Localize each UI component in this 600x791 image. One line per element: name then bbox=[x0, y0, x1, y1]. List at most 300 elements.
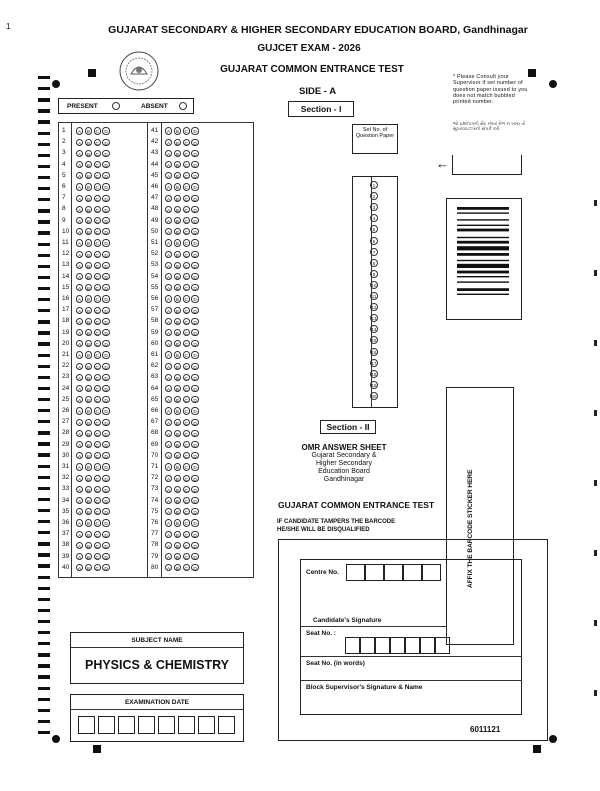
answer-bubble-b[interactable]: B bbox=[174, 452, 181, 459]
set-number-bubble[interactable]: 11 bbox=[371, 294, 377, 299]
answer-bubble-b[interactable]: B bbox=[85, 374, 92, 381]
answer-bubble-b[interactable]: B bbox=[85, 251, 92, 258]
answer-bubble-b[interactable]: B bbox=[174, 150, 181, 157]
answer-bubble-b[interactable]: B bbox=[85, 217, 92, 224]
answer-bubble-b[interactable]: B bbox=[174, 430, 181, 437]
answer-bubble-a[interactable]: A bbox=[76, 385, 83, 392]
answer-bubble-c[interactable]: C bbox=[95, 454, 99, 460]
answer-bubble-c[interactable]: C bbox=[95, 129, 99, 135]
answer-bubble-a[interactable]: A bbox=[165, 307, 172, 314]
answer-bubble-d[interactable]: D bbox=[104, 286, 108, 292]
answer-bubble-b[interactable]: B bbox=[174, 508, 181, 515]
answer-bubble-b[interactable]: B bbox=[174, 374, 181, 381]
answer-bubble-d[interactable]: D bbox=[193, 398, 197, 404]
answer-bubble-c[interactable]: C bbox=[95, 319, 99, 325]
set-number-bubble[interactable]: 14 bbox=[371, 327, 377, 333]
set-number-bubble[interactable]: 19 bbox=[371, 382, 377, 388]
answer-bubble-a[interactable]: A bbox=[76, 139, 83, 146]
answer-bubble-c[interactable]: C bbox=[184, 510, 188, 516]
set-number-bubble[interactable]: 6 bbox=[370, 237, 378, 245]
answer-bubble-a[interactable]: A bbox=[76, 273, 83, 280]
answer-bubble-d[interactable]: D bbox=[193, 140, 197, 146]
answer-bubble-c[interactable]: C bbox=[184, 330, 188, 336]
answer-bubble-a[interactable]: A bbox=[76, 228, 83, 235]
exam-date-cell[interactable] bbox=[118, 716, 135, 734]
answer-bubble-d[interactable]: D bbox=[193, 454, 197, 460]
answer-bubble-a[interactable]: A bbox=[165, 318, 172, 325]
answer-bubble-a[interactable]: A bbox=[165, 553, 172, 560]
answer-bubble-a[interactable]: A bbox=[165, 150, 172, 157]
answer-bubble-b[interactable]: B bbox=[174, 295, 181, 302]
answer-bubble-d[interactable]: D bbox=[104, 454, 108, 460]
answer-bubble-d[interactable]: D bbox=[104, 174, 108, 180]
answer-bubble-d[interactable]: D bbox=[193, 342, 197, 348]
answer-bubble-a[interactable]: A bbox=[76, 284, 83, 291]
answer-bubble-c[interactable]: C bbox=[95, 532, 99, 538]
set-number-bubble[interactable]: 15 bbox=[371, 338, 377, 344]
answer-bubble-c[interactable]: C bbox=[95, 487, 99, 493]
answer-bubble-d[interactable]: D bbox=[193, 409, 197, 415]
answer-bubble-b[interactable]: B bbox=[85, 407, 92, 414]
answer-bubble-b[interactable]: B bbox=[174, 531, 181, 538]
answer-bubble-d[interactable]: D bbox=[104, 487, 108, 493]
answer-bubble-a[interactable]: A bbox=[76, 262, 83, 269]
answer-bubble-d[interactable]: D bbox=[193, 510, 197, 516]
answer-bubble-c[interactable]: C bbox=[95, 185, 99, 191]
answer-bubble-b[interactable]: B bbox=[174, 139, 181, 146]
answer-bubble-c[interactable]: C bbox=[184, 476, 188, 482]
answer-bubble-d[interactable]: D bbox=[193, 252, 197, 258]
answer-bubble-d[interactable]: D bbox=[104, 230, 108, 236]
set-number-bubble[interactable]: 12 bbox=[371, 305, 377, 311]
seat-no-cell[interactable] bbox=[390, 637, 405, 654]
answer-bubble-d[interactable]: D bbox=[193, 185, 197, 191]
answer-bubble-b[interactable]: B bbox=[174, 228, 181, 235]
answer-bubble-a[interactable]: A bbox=[76, 206, 83, 213]
answer-bubble-b[interactable]: B bbox=[85, 553, 92, 560]
answer-bubble-a[interactable]: A bbox=[165, 251, 172, 258]
answer-bubble-b[interactable]: B bbox=[85, 172, 92, 179]
answer-bubble-a[interactable]: A bbox=[165, 497, 172, 504]
centre-no-cell[interactable] bbox=[384, 564, 403, 581]
answer-bubble-a[interactable]: A bbox=[76, 307, 83, 314]
answer-bubble-a[interactable]: A bbox=[165, 217, 172, 224]
answer-bubble-b[interactable]: B bbox=[85, 542, 92, 549]
set-number-bubble[interactable]: 5 bbox=[370, 225, 378, 233]
answer-bubble-b[interactable]: B bbox=[85, 239, 92, 246]
answer-bubble-d[interactable]: D bbox=[104, 297, 108, 303]
answer-bubble-c[interactable]: C bbox=[184, 386, 188, 392]
answer-bubble-d[interactable]: D bbox=[193, 364, 197, 370]
answer-bubble-d[interactable]: D bbox=[193, 241, 197, 247]
answer-bubble-d[interactable]: D bbox=[193, 129, 197, 135]
answer-bubble-b[interactable]: B bbox=[174, 419, 181, 426]
answer-bubble-b[interactable]: B bbox=[85, 463, 92, 470]
answer-bubble-d[interactable]: D bbox=[104, 218, 108, 224]
answer-bubble-b[interactable]: B bbox=[174, 542, 181, 549]
answer-bubble-d[interactable]: D bbox=[104, 140, 108, 146]
seat-no-cell[interactable] bbox=[435, 637, 450, 654]
answer-bubble-b[interactable]: B bbox=[85, 307, 92, 314]
answer-bubble-a[interactable]: A bbox=[76, 497, 83, 504]
answer-bubble-b[interactable]: B bbox=[85, 475, 92, 482]
answer-bubble-c[interactable]: C bbox=[184, 218, 188, 224]
answer-bubble-c[interactable]: C bbox=[184, 420, 188, 426]
answer-bubble-c[interactable]: C bbox=[95, 174, 99, 180]
answer-bubble-c[interactable]: C bbox=[95, 207, 99, 213]
answer-bubble-c[interactable]: C bbox=[184, 308, 188, 314]
exam-date-cell[interactable] bbox=[78, 716, 95, 734]
answer-bubble-d[interactable]: D bbox=[193, 230, 197, 236]
answer-bubble-c[interactable]: C bbox=[95, 241, 99, 247]
answer-bubble-a[interactable]: A bbox=[165, 475, 172, 482]
answer-bubble-c[interactable]: C bbox=[95, 140, 99, 146]
answer-bubble-c[interactable]: C bbox=[95, 420, 99, 426]
answer-bubble-a[interactable]: A bbox=[165, 363, 172, 370]
centre-no-cell[interactable] bbox=[422, 564, 441, 581]
answer-bubble-c[interactable]: C bbox=[184, 162, 188, 168]
answer-bubble-d[interactable]: D bbox=[104, 375, 108, 381]
answer-bubble-c[interactable]: C bbox=[184, 185, 188, 191]
present-bubble[interactable] bbox=[112, 102, 120, 110]
answer-bubble-c[interactable]: C bbox=[184, 532, 188, 538]
answer-bubble-a[interactable]: A bbox=[76, 531, 83, 538]
answer-bubble-d[interactable]: D bbox=[104, 162, 108, 168]
answer-bubble-b[interactable]: B bbox=[174, 172, 181, 179]
answer-bubble-b[interactable]: B bbox=[85, 396, 92, 403]
seat-no-cell[interactable] bbox=[345, 637, 360, 654]
answer-bubble-c[interactable]: C bbox=[95, 353, 99, 359]
answer-bubble-b[interactable]: B bbox=[174, 486, 181, 493]
answer-bubble-b[interactable]: B bbox=[174, 127, 181, 134]
centre-no-cell[interactable] bbox=[365, 564, 384, 581]
answer-bubble-b[interactable]: B bbox=[85, 508, 92, 515]
answer-bubble-c[interactable]: C bbox=[184, 274, 188, 280]
answer-bubble-d[interactable]: D bbox=[104, 442, 108, 448]
answer-bubble-a[interactable]: A bbox=[76, 374, 83, 381]
answer-bubble-a[interactable]: A bbox=[165, 407, 172, 414]
answer-bubble-c[interactable]: C bbox=[184, 140, 188, 146]
answer-bubble-b[interactable]: B bbox=[174, 284, 181, 291]
answer-bubble-b[interactable]: B bbox=[174, 553, 181, 560]
answer-bubble-a[interactable]: A bbox=[76, 318, 83, 325]
answer-bubble-a[interactable]: A bbox=[165, 262, 172, 269]
answer-bubble-b[interactable]: B bbox=[174, 206, 181, 213]
answer-bubble-b[interactable]: B bbox=[85, 340, 92, 347]
answer-bubble-d[interactable]: D bbox=[193, 465, 197, 471]
answer-bubble-d[interactable]: D bbox=[104, 521, 108, 527]
answer-bubble-d[interactable]: D bbox=[104, 330, 108, 336]
answer-bubble-c[interactable]: C bbox=[95, 431, 99, 437]
answer-bubble-c[interactable]: C bbox=[184, 521, 188, 527]
answer-bubble-d[interactable]: D bbox=[193, 174, 197, 180]
answer-bubble-d[interactable]: D bbox=[193, 207, 197, 213]
answer-bubble-b[interactable]: B bbox=[174, 217, 181, 224]
answer-bubble-b[interactable]: B bbox=[174, 273, 181, 280]
answer-bubble-b[interactable]: B bbox=[174, 497, 181, 504]
answer-bubble-b[interactable]: B bbox=[174, 318, 181, 325]
answer-bubble-b[interactable]: B bbox=[174, 307, 181, 314]
answer-bubble-d[interactable]: D bbox=[193, 476, 197, 482]
answer-bubble-c[interactable]: C bbox=[184, 554, 188, 560]
answer-bubble-b[interactable]: B bbox=[85, 497, 92, 504]
answer-bubble-c[interactable]: C bbox=[95, 386, 99, 392]
answer-bubble-d[interactable]: D bbox=[193, 498, 197, 504]
answer-bubble-a[interactable]: A bbox=[165, 284, 172, 291]
answer-bubble-c[interactable]: C bbox=[95, 442, 99, 448]
answer-bubble-d[interactable]: D bbox=[193, 330, 197, 336]
answer-bubble-c[interactable]: C bbox=[184, 409, 188, 415]
set-number-bubble[interactable]: 17 bbox=[371, 360, 377, 366]
answer-bubble-b[interactable]: B bbox=[85, 206, 92, 213]
answer-bubble-a[interactable]: A bbox=[76, 553, 83, 560]
set-number-bubble[interactable]: 2 bbox=[370, 192, 378, 200]
answer-bubble-b[interactable]: B bbox=[174, 396, 181, 403]
answer-bubble-a[interactable]: A bbox=[165, 452, 172, 459]
answer-bubble-c[interactable]: C bbox=[95, 286, 99, 292]
answer-bubble-d[interactable]: D bbox=[104, 308, 108, 314]
answer-bubble-a[interactable]: A bbox=[76, 340, 83, 347]
set-number-entry-box[interactable] bbox=[452, 155, 522, 175]
answer-bubble-b[interactable]: B bbox=[85, 531, 92, 538]
answer-bubble-c[interactable]: C bbox=[95, 398, 99, 404]
answer-bubble-d[interactable]: D bbox=[104, 498, 108, 504]
exam-date-cell[interactable] bbox=[158, 716, 175, 734]
answer-bubble-b[interactable]: B bbox=[174, 363, 181, 370]
set-number-bubble[interactable]: 18 bbox=[371, 371, 377, 377]
set-number-bubble[interactable]: 16 bbox=[371, 349, 377, 355]
answer-bubble-d[interactable]: D bbox=[193, 263, 197, 269]
answer-bubble-b[interactable]: B bbox=[85, 228, 92, 235]
answer-bubble-d[interactable]: D bbox=[104, 566, 108, 572]
answer-bubble-c[interactable]: C bbox=[95, 498, 99, 504]
answer-bubble-c[interactable]: C bbox=[184, 498, 188, 504]
answer-bubble-d[interactable]: D bbox=[104, 420, 108, 426]
answer-bubble-d[interactable]: D bbox=[104, 342, 108, 348]
answer-bubble-d[interactable]: D bbox=[104, 554, 108, 560]
answer-bubble-c[interactable]: C bbox=[184, 398, 188, 404]
answer-bubble-c[interactable]: C bbox=[184, 319, 188, 325]
answer-bubble-a[interactable]: A bbox=[165, 161, 172, 168]
answer-bubble-c[interactable]: C bbox=[95, 196, 99, 202]
answer-bubble-a[interactable]: A bbox=[76, 475, 83, 482]
answer-bubble-d[interactable]: D bbox=[104, 543, 108, 549]
answer-bubble-a[interactable]: A bbox=[76, 217, 83, 224]
answer-bubble-a[interactable]: A bbox=[76, 519, 83, 526]
answer-bubble-a[interactable]: A bbox=[76, 363, 83, 370]
answer-bubble-b[interactable]: B bbox=[85, 273, 92, 280]
answer-bubble-d[interactable]: D bbox=[104, 353, 108, 359]
set-number-bubble[interactable]: 3 bbox=[370, 203, 378, 211]
answer-bubble-d[interactable]: D bbox=[193, 162, 197, 168]
answer-bubble-a[interactable]: A bbox=[165, 564, 172, 571]
set-number-bubble[interactable]: 20 bbox=[371, 393, 377, 399]
answer-bubble-a[interactable]: A bbox=[76, 183, 83, 190]
answer-bubble-b[interactable]: B bbox=[85, 183, 92, 190]
centre-no-cell[interactable] bbox=[346, 564, 365, 581]
answer-bubble-d[interactable]: D bbox=[193, 274, 197, 280]
answer-bubble-a[interactable]: A bbox=[76, 407, 83, 414]
answer-bubble-d[interactable]: D bbox=[193, 297, 197, 303]
answer-bubble-d[interactable]: D bbox=[104, 274, 108, 280]
answer-bubble-a[interactable]: A bbox=[165, 351, 172, 358]
answer-bubble-c[interactable]: C bbox=[184, 342, 188, 348]
answer-bubble-d[interactable]: D bbox=[193, 543, 197, 549]
answer-bubble-d[interactable]: D bbox=[104, 252, 108, 258]
seat-no-cell[interactable] bbox=[420, 637, 435, 654]
answer-bubble-c[interactable]: C bbox=[184, 196, 188, 202]
set-number-bubble[interactable]: 9 bbox=[370, 270, 378, 278]
answer-bubble-a[interactable]: A bbox=[165, 340, 172, 347]
seat-no-cell[interactable] bbox=[360, 637, 375, 654]
answer-bubble-b[interactable]: B bbox=[85, 139, 92, 146]
answer-bubble-c[interactable]: C bbox=[184, 129, 188, 135]
answer-bubble-c[interactable]: C bbox=[184, 241, 188, 247]
answer-bubble-b[interactable]: B bbox=[174, 475, 181, 482]
answer-bubble-d[interactable]: D bbox=[193, 286, 197, 292]
answer-bubble-d[interactable]: D bbox=[193, 319, 197, 325]
answer-bubble-d[interactable]: D bbox=[104, 207, 108, 213]
answer-bubble-b[interactable]: B bbox=[85, 284, 92, 291]
answer-bubble-a[interactable]: A bbox=[165, 430, 172, 437]
answer-bubble-b[interactable]: B bbox=[174, 463, 181, 470]
answer-bubble-a[interactable]: A bbox=[165, 239, 172, 246]
answer-bubble-c[interactable]: C bbox=[95, 521, 99, 527]
answer-bubble-a[interactable]: A bbox=[165, 273, 172, 280]
answer-bubble-a[interactable]: A bbox=[165, 508, 172, 515]
answer-bubble-a[interactable]: A bbox=[165, 531, 172, 538]
answer-bubble-a[interactable]: A bbox=[76, 419, 83, 426]
answer-bubble-a[interactable]: A bbox=[76, 508, 83, 515]
answer-bubble-b[interactable]: B bbox=[174, 351, 181, 358]
answer-bubble-d[interactable]: D bbox=[193, 353, 197, 359]
exam-date-cell[interactable] bbox=[138, 716, 155, 734]
answer-bubble-b[interactable]: B bbox=[174, 239, 181, 246]
answer-bubble-d[interactable]: D bbox=[193, 431, 197, 437]
answer-bubble-c[interactable]: C bbox=[184, 207, 188, 213]
answer-bubble-b[interactable]: B bbox=[174, 407, 181, 414]
answer-bubble-b[interactable]: B bbox=[85, 295, 92, 302]
answer-bubble-d[interactable]: D bbox=[104, 241, 108, 247]
answer-bubble-c[interactable]: C bbox=[95, 308, 99, 314]
seat-no-cell[interactable] bbox=[375, 637, 390, 654]
answer-bubble-d[interactable]: D bbox=[104, 431, 108, 437]
answer-bubble-d[interactable]: D bbox=[104, 532, 108, 538]
answer-bubble-d[interactable]: D bbox=[104, 510, 108, 516]
answer-bubble-b[interactable]: B bbox=[85, 441, 92, 448]
answer-bubble-a[interactable]: A bbox=[76, 127, 83, 134]
answer-bubble-a[interactable]: A bbox=[165, 195, 172, 202]
answer-bubble-d[interactable]: D bbox=[193, 566, 197, 572]
answer-bubble-b[interactable]: B bbox=[85, 486, 92, 493]
answer-bubble-a[interactable]: A bbox=[76, 161, 83, 168]
answer-bubble-b[interactable]: B bbox=[85, 195, 92, 202]
answer-bubble-d[interactable]: D bbox=[104, 398, 108, 404]
answer-bubble-c[interactable]: C bbox=[95, 162, 99, 168]
answer-bubble-b[interactable]: B bbox=[85, 452, 92, 459]
answer-bubble-c[interactable]: C bbox=[95, 543, 99, 549]
answer-bubble-b[interactable]: B bbox=[85, 161, 92, 168]
answer-bubble-c[interactable]: C bbox=[184, 454, 188, 460]
answer-bubble-c[interactable]: C bbox=[95, 342, 99, 348]
answer-bubble-d[interactable]: D bbox=[193, 308, 197, 314]
answer-bubble-c[interactable]: C bbox=[95, 297, 99, 303]
answer-bubble-d[interactable]: D bbox=[104, 364, 108, 370]
answer-bubble-a[interactable]: A bbox=[165, 542, 172, 549]
answer-bubble-c[interactable]: C bbox=[184, 286, 188, 292]
seat-no-cell[interactable] bbox=[405, 637, 420, 654]
answer-bubble-a[interactable]: A bbox=[165, 486, 172, 493]
answer-bubble-b[interactable]: B bbox=[174, 262, 181, 269]
answer-bubble-d[interactable]: D bbox=[104, 319, 108, 325]
answer-bubble-b[interactable]: B bbox=[85, 150, 92, 157]
answer-bubble-a[interactable]: A bbox=[165, 396, 172, 403]
answer-bubble-a[interactable]: A bbox=[76, 195, 83, 202]
answer-bubble-b[interactable]: B bbox=[85, 351, 92, 358]
answer-bubble-d[interactable]: D bbox=[193, 151, 197, 157]
absent-bubble[interactable] bbox=[179, 102, 187, 110]
exam-date-cell[interactable] bbox=[218, 716, 235, 734]
answer-bubble-a[interactable]: A bbox=[165, 127, 172, 134]
answer-bubble-d[interactable]: D bbox=[193, 218, 197, 224]
answer-bubble-a[interactable]: A bbox=[165, 419, 172, 426]
answer-bubble-c[interactable]: C bbox=[95, 230, 99, 236]
answer-bubble-c[interactable]: C bbox=[95, 409, 99, 415]
answer-bubble-c[interactable]: C bbox=[184, 353, 188, 359]
set-number-bubble[interactable]: 8 bbox=[370, 259, 378, 267]
answer-bubble-c[interactable]: C bbox=[184, 263, 188, 269]
answer-bubble-a[interactable]: A bbox=[165, 228, 172, 235]
centre-no-cell[interactable] bbox=[403, 564, 422, 581]
answer-bubble-c[interactable]: C bbox=[95, 554, 99, 560]
answer-bubble-a[interactable]: A bbox=[165, 519, 172, 526]
answer-bubble-a[interactable]: A bbox=[76, 329, 83, 336]
answer-bubble-d[interactable]: D bbox=[193, 487, 197, 493]
answer-bubble-a[interactable]: A bbox=[76, 564, 83, 571]
answer-bubble-a[interactable]: A bbox=[165, 463, 172, 470]
answer-bubble-a[interactable]: A bbox=[165, 206, 172, 213]
answer-bubble-c[interactable]: C bbox=[95, 476, 99, 482]
answer-bubble-d[interactable]: D bbox=[104, 151, 108, 157]
answer-bubble-b[interactable]: B bbox=[85, 564, 92, 571]
answer-bubble-d[interactable]: D bbox=[193, 532, 197, 538]
answer-bubble-a[interactable]: A bbox=[165, 385, 172, 392]
answer-bubble-a[interactable]: A bbox=[76, 396, 83, 403]
answer-bubble-c[interactable]: C bbox=[95, 218, 99, 224]
answer-bubble-c[interactable]: C bbox=[184, 442, 188, 448]
answer-bubble-b[interactable]: B bbox=[85, 363, 92, 370]
answer-bubble-a[interactable]: A bbox=[76, 172, 83, 179]
answer-bubble-c[interactable]: C bbox=[95, 274, 99, 280]
set-number-bubble[interactable]: 1 bbox=[370, 181, 378, 189]
answer-bubble-a[interactable]: A bbox=[165, 374, 172, 381]
answer-bubble-c[interactable]: C bbox=[95, 566, 99, 572]
answer-bubble-d[interactable]: D bbox=[104, 129, 108, 135]
answer-bubble-a[interactable]: A bbox=[76, 542, 83, 549]
answer-bubble-c[interactable]: C bbox=[184, 151, 188, 157]
answer-bubble-d[interactable]: D bbox=[193, 196, 197, 202]
answer-bubble-d[interactable]: D bbox=[193, 554, 197, 560]
answer-bubble-d[interactable]: D bbox=[104, 465, 108, 471]
set-number-bubble[interactable]: 4 bbox=[370, 214, 378, 222]
answer-bubble-a[interactable]: A bbox=[76, 486, 83, 493]
answer-bubble-b[interactable]: B bbox=[85, 329, 92, 336]
answer-bubble-c[interactable]: C bbox=[184, 431, 188, 437]
answer-bubble-c[interactable]: C bbox=[95, 364, 99, 370]
set-number-bubble[interactable]: 13 bbox=[371, 316, 377, 322]
answer-bubble-a[interactable]: A bbox=[165, 183, 172, 190]
answer-bubble-b[interactable]: B bbox=[85, 519, 92, 526]
